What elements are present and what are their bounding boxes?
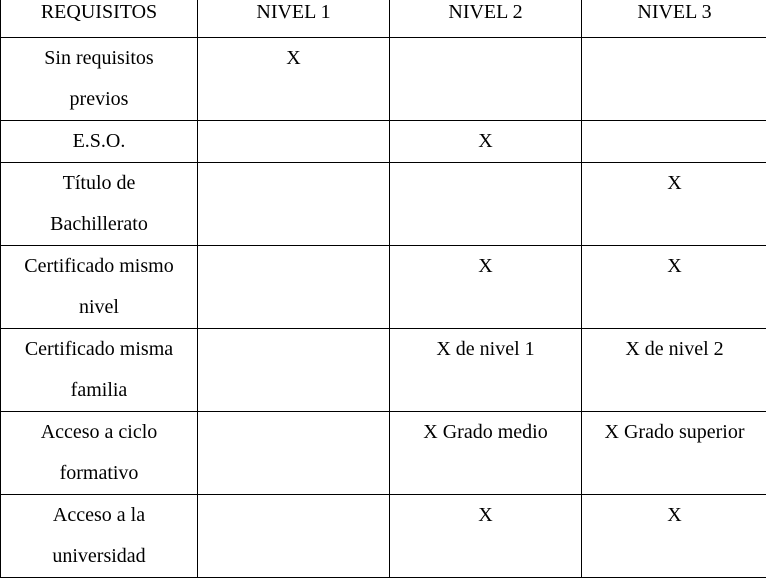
nivel-2-cell — [390, 163, 582, 246]
nivel-3-cell: X — [582, 163, 766, 246]
requirement-cell — [1, 329, 198, 412]
table-row — [1, 495, 766, 578]
nivel-3-cell: X de nivel 2 — [582, 329, 766, 412]
nivel-1-cell: X — [198, 38, 390, 121]
header-requisitos: REQUISITOS — [1, 0, 198, 38]
requirement-line: previos — [70, 88, 129, 110]
nivel-3-cell — [582, 121, 766, 163]
requirement-cell — [1, 412, 198, 495]
requirement-line: Acceso a la — [53, 504, 145, 526]
nivel-3-cell: X Grado superior — [582, 412, 766, 495]
nivel-1-cell — [198, 495, 390, 578]
header-row — [1, 0, 766, 38]
requirement-line: Título de — [63, 172, 136, 194]
requirement-line: universidad — [52, 545, 145, 567]
nivel-1-cell — [198, 329, 390, 412]
header-nivel-1: NIVEL 1 — [198, 0, 390, 38]
table-row — [1, 163, 766, 246]
nivel-3-cell — [582, 38, 766, 121]
nivel-3-cell: X — [582, 246, 766, 329]
nivel-2-cell: X de nivel 1 — [390, 329, 582, 412]
table-row — [1, 38, 766, 121]
requirement-line: nivel — [79, 296, 119, 318]
nivel-2-cell — [390, 38, 582, 121]
requirement-line: familia — [71, 379, 128, 401]
nivel-2-cell: X — [390, 495, 582, 578]
requirement-cell — [1, 495, 198, 578]
requirement-line: formativo — [60, 462, 139, 484]
requirement-cell — [1, 121, 198, 163]
nivel-1-cell — [198, 246, 390, 329]
requirement-line: Bachillerato — [50, 213, 148, 235]
nivel-3-cell: X — [582, 495, 766, 578]
requirement-line: Acceso a ciclo — [41, 421, 158, 443]
requirement-line: Certificado misma — [25, 338, 173, 360]
table-row — [1, 121, 766, 163]
nivel-2-cell: X — [390, 121, 582, 163]
requirement-line: Certificado mismo — [24, 255, 173, 277]
requirement-cell — [1, 38, 198, 121]
header-nivel-3: NIVEL 3 — [582, 0, 766, 38]
table-row — [1, 329, 766, 412]
nivel-2-cell: X Grado medio — [390, 412, 582, 495]
nivel-1-cell — [198, 412, 390, 495]
nivel-1-cell — [198, 163, 390, 246]
requirement-cell — [1, 246, 198, 329]
requirement-line: E.S.O. — [73, 130, 126, 152]
header-nivel-2: NIVEL 2 — [390, 0, 582, 38]
requirement-cell — [1, 163, 198, 246]
requirement-line: Sin requisitos — [44, 47, 153, 69]
table-row — [1, 412, 766, 495]
nivel-2-cell: X — [390, 246, 582, 329]
nivel-1-cell — [198, 121, 390, 163]
table-row — [1, 246, 766, 329]
